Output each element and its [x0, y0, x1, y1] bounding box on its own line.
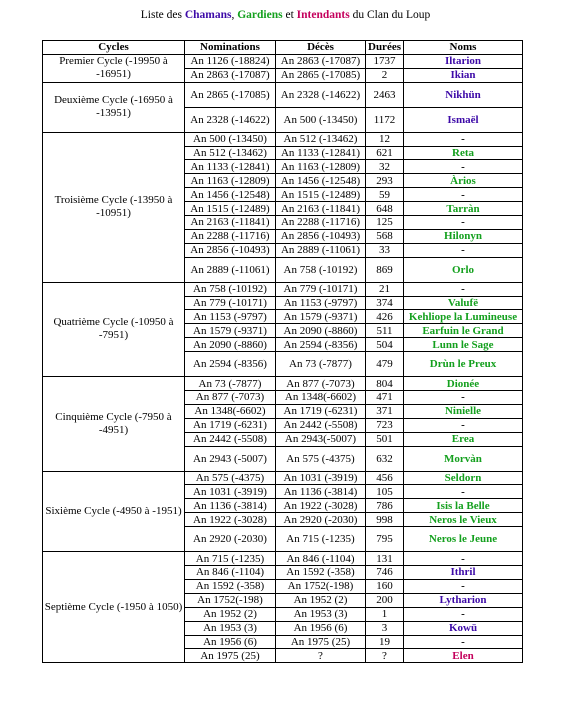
- nomination-cell: An 1136 (-3814): [185, 499, 276, 513]
- nomination-cell: An 758 (-10192): [185, 282, 276, 296]
- duree-cell: 504: [366, 338, 404, 352]
- name-cell: -: [404, 607, 523, 621]
- nomination-cell: An 1592 (-358): [185, 579, 276, 593]
- cycle-cell: Quatrième Cycle (-10950 à -7951): [43, 282, 185, 376]
- title-chamans: Chamans: [184, 9, 232, 21]
- deces-cell: An 2328 (-14622): [276, 82, 366, 107]
- title-sep1: ,: [231, 9, 238, 21]
- nomination-cell: An 1975 (25): [185, 649, 276, 663]
- deces-cell: An 846 (-1104): [276, 552, 366, 566]
- name-cell: Neros le Vieux: [404, 513, 523, 527]
- name-cell: -: [404, 160, 523, 174]
- deces-cell: An 1031 (-3919): [276, 471, 366, 485]
- name-cell: Valufë: [404, 296, 523, 310]
- name-cell: Tarràn: [404, 202, 523, 216]
- nomination-cell: An 1719 (-6231): [185, 418, 276, 432]
- duree-cell: ?: [366, 649, 404, 663]
- name-cell: Ikian: [404, 68, 523, 82]
- duree-cell: 105: [366, 485, 404, 499]
- deces-cell: An 877 (-7073): [276, 377, 366, 391]
- table-row: [43, 471, 523, 485]
- deces-cell: An 575 (-4375): [276, 446, 366, 471]
- name-cell: -: [404, 132, 523, 146]
- duree-cell: 293: [366, 174, 404, 188]
- name-cell: -: [404, 552, 523, 566]
- duree-cell: 19: [366, 635, 404, 649]
- nomination-cell: An 73 (-7877): [185, 377, 276, 391]
- duree-cell: 786: [366, 499, 404, 513]
- name-cell: Nikhün: [404, 82, 523, 107]
- deces-cell: An 1953 (3): [276, 607, 366, 621]
- duree-cell: 59: [366, 188, 404, 202]
- header-deces: Décès: [276, 41, 366, 55]
- nomination-cell: An 1126 (-18824): [185, 54, 276, 68]
- nomination-cell: An 2328 (-14622): [185, 107, 276, 132]
- deces-cell: An 1975 (25): [276, 635, 366, 649]
- deces-cell: An 715 (-1235): [276, 527, 366, 552]
- nomination-cell: An 779 (-10171): [185, 296, 276, 310]
- cycle-cell: Sixième Cycle (-4950 à -1951): [43, 471, 185, 552]
- deces-cell: An 2856 (-10493): [276, 229, 366, 243]
- nomination-cell: An 2856 (-10493): [185, 243, 276, 257]
- nomination-cell: An 2442 (-5508): [185, 432, 276, 446]
- nomination-cell: An 1952 (2): [185, 607, 276, 621]
- duree-cell: 746: [366, 566, 404, 580]
- deces-cell: An 1952 (2): [276, 593, 366, 607]
- deces-cell: An 2442 (-5508): [276, 418, 366, 432]
- nomination-cell: An 877 (-7073): [185, 391, 276, 405]
- deces-cell: An 1348(-6602): [276, 391, 366, 405]
- duree-cell: 125: [366, 216, 404, 230]
- duree-cell: 804: [366, 377, 404, 391]
- name-cell: Iltarion: [404, 54, 523, 68]
- duree-cell: 374: [366, 296, 404, 310]
- deces-cell: An 1752(-198): [276, 579, 366, 593]
- duree-cell: 2463: [366, 82, 404, 107]
- name-cell: Seldorn: [404, 471, 523, 485]
- nomination-cell: An 846 (-1104): [185, 566, 276, 580]
- duree-cell: 723: [366, 418, 404, 432]
- name-cell: Lunn le Sage: [404, 338, 523, 352]
- nomination-cell: An 500 (-13450): [185, 132, 276, 146]
- duree-cell: 648: [366, 202, 404, 216]
- deces-cell: An 500 (-13450): [276, 107, 366, 132]
- name-cell: Àrios: [404, 174, 523, 188]
- nomination-cell: An 2090 (-8860): [185, 338, 276, 352]
- name-cell: Ninielle: [404, 404, 523, 418]
- nomination-cell: An 1133 (-12841): [185, 160, 276, 174]
- name-cell: Lytharion: [404, 593, 523, 607]
- nomination-cell: An 575 (-4375): [185, 471, 276, 485]
- duree-cell: 371: [366, 404, 404, 418]
- deces-cell: An 1153 (-9797): [276, 296, 366, 310]
- duree-cell: 511: [366, 324, 404, 338]
- name-cell: Elen: [404, 649, 523, 663]
- table-row: [43, 282, 523, 296]
- duree-cell: 200: [366, 593, 404, 607]
- nomination-cell: An 2863 (-17087): [185, 68, 276, 82]
- deces-cell: An 2889 (-11061): [276, 243, 366, 257]
- nomination-cell: An 1031 (-3919): [185, 485, 276, 499]
- name-cell: -: [404, 391, 523, 405]
- cycle-cell: Septième Cycle (-1950 à 1050): [43, 552, 185, 663]
- title-intendants: Intendants: [296, 9, 350, 21]
- title-gardiens: Gardiens: [237, 9, 283, 21]
- deces-cell: An 1515 (-12489): [276, 188, 366, 202]
- nomination-cell: An 2288 (-11716): [185, 229, 276, 243]
- table-row: [43, 132, 523, 146]
- clan-table: [42, 40, 523, 663]
- duree-cell: 12: [366, 132, 404, 146]
- duree-cell: 998: [366, 513, 404, 527]
- name-cell: -: [404, 216, 523, 230]
- name-cell: -: [404, 418, 523, 432]
- duree-cell: 869: [366, 257, 404, 282]
- deces-cell: An 2288 (-11716): [276, 216, 366, 230]
- name-cell: Ismaël: [404, 107, 523, 132]
- duree-cell: 1: [366, 607, 404, 621]
- deces-cell: An 2090 (-8860): [276, 324, 366, 338]
- deces-cell: An 2863 (-17087): [276, 54, 366, 68]
- name-cell: -: [404, 635, 523, 649]
- duree-cell: 131: [366, 552, 404, 566]
- deces-cell: An 512 (-13462): [276, 132, 366, 146]
- table-row: [43, 377, 523, 391]
- name-cell: -: [404, 188, 523, 202]
- nomination-cell: An 1348(-6602): [185, 404, 276, 418]
- name-cell: Erea: [404, 432, 523, 446]
- deces-cell: An 2594 (-8356): [276, 338, 366, 352]
- nomination-cell: An 2594 (-8356): [185, 352, 276, 377]
- deces-cell: An 1956 (6): [276, 621, 366, 635]
- duree-cell: 632: [366, 446, 404, 471]
- header-nominations: Nominations: [185, 41, 276, 55]
- name-cell: -: [404, 282, 523, 296]
- nomination-cell: An 715 (-1235): [185, 552, 276, 566]
- duree-cell: 160: [366, 579, 404, 593]
- deces-cell: An 2920 (-2030): [276, 513, 366, 527]
- duree-cell: 1737: [366, 54, 404, 68]
- nomination-cell: An 1922 (-3028): [185, 513, 276, 527]
- cycle-cell: Cinquième Cycle (-7950 à -4951): [43, 377, 185, 471]
- nomination-cell: An 2163 (-11841): [185, 216, 276, 230]
- name-cell: Drùn le Preux: [404, 352, 523, 377]
- nomination-cell: An 1956 (6): [185, 635, 276, 649]
- nomination-cell: An 2865 (-17085): [185, 82, 276, 107]
- table-row: [43, 54, 523, 68]
- cycle-cell: Premier Cycle (-19950 à -16951): [43, 54, 185, 82]
- header-cycles: Cycles: [43, 41, 185, 55]
- name-cell: Kehliope la Lumineuse: [404, 310, 523, 324]
- name-cell: Neros le Jeune: [404, 527, 523, 552]
- deces-cell: An 1456 (-12548): [276, 174, 366, 188]
- deces-cell: An 1719 (-6231): [276, 404, 366, 418]
- duree-cell: 33: [366, 243, 404, 257]
- duree-cell: 568: [366, 229, 404, 243]
- nomination-cell: An 1153 (-9797): [185, 310, 276, 324]
- nomination-cell: An 2920 (-2030): [185, 527, 276, 552]
- nomination-cell: An 1515 (-12489): [185, 202, 276, 216]
- nomination-cell: An 1579 (-9371): [185, 324, 276, 338]
- title-sep2: et: [282, 9, 297, 21]
- duree-cell: 426: [366, 310, 404, 324]
- deces-cell: An 2943(-5007): [276, 432, 366, 446]
- name-cell: Earfuin le Grand: [404, 324, 523, 338]
- nomination-cell: An 1752(-198): [185, 593, 276, 607]
- deces-cell: An 1922 (-3028): [276, 499, 366, 513]
- name-cell: Ithril: [404, 566, 523, 580]
- duree-cell: 21: [366, 282, 404, 296]
- deces-cell: An 1163 (-12809): [276, 160, 366, 174]
- cycle-cell: Troisième Cycle (-13950 à -10951): [43, 132, 185, 282]
- deces-cell: An 1579 (-9371): [276, 310, 366, 324]
- title-prefix: Liste des: [140, 9, 185, 21]
- name-cell: Kowü: [404, 621, 523, 635]
- deces-cell: An 2163 (-11841): [276, 202, 366, 216]
- name-cell: -: [404, 243, 523, 257]
- duree-cell: 795: [366, 527, 404, 552]
- nomination-cell: An 1953 (3): [185, 621, 276, 635]
- nomination-cell: An 1456 (-12548): [185, 188, 276, 202]
- deces-cell: An 1136 (-3814): [276, 485, 366, 499]
- nomination-cell: An 1163 (-12809): [185, 174, 276, 188]
- page-title: [0, 9, 571, 21]
- header-row: [43, 41, 523, 55]
- table-body: [43, 54, 523, 662]
- duree-cell: 32: [366, 160, 404, 174]
- header-durees: Durées: [366, 41, 404, 55]
- name-cell: Reta: [404, 146, 523, 160]
- duree-cell: 471: [366, 391, 404, 405]
- name-cell: Orlo: [404, 257, 523, 282]
- duree-cell: 456: [366, 471, 404, 485]
- duree-cell: 3: [366, 621, 404, 635]
- table-row: [43, 552, 523, 566]
- cycle-cell: Deuxième Cycle (-16950 à -13951): [43, 82, 185, 132]
- nomination-cell: An 2943 (-5007): [185, 446, 276, 471]
- duree-cell: 2: [366, 68, 404, 82]
- deces-cell: An 1592 (-358): [276, 566, 366, 580]
- table-row: [43, 82, 523, 107]
- name-cell: Isis la Belle: [404, 499, 523, 513]
- deces-cell: ?: [276, 649, 366, 663]
- header-noms: Noms: [404, 41, 523, 55]
- deces-cell: An 1133 (-12841): [276, 146, 366, 160]
- deces-cell: An 758 (-10192): [276, 257, 366, 282]
- duree-cell: 501: [366, 432, 404, 446]
- name-cell: Hilonyn: [404, 229, 523, 243]
- name-cell: -: [404, 485, 523, 499]
- duree-cell: 1172: [366, 107, 404, 132]
- deces-cell: An 779 (-10171): [276, 282, 366, 296]
- name-cell: Morvàn: [404, 446, 523, 471]
- name-cell: -: [404, 579, 523, 593]
- duree-cell: 621: [366, 146, 404, 160]
- deces-cell: An 2865 (-17085): [276, 68, 366, 82]
- duree-cell: 479: [366, 352, 404, 377]
- nomination-cell: An 2889 (-11061): [185, 257, 276, 282]
- nomination-cell: An 512 (-13462): [185, 146, 276, 160]
- deces-cell: An 73 (-7877): [276, 352, 366, 377]
- name-cell: Dionée: [404, 377, 523, 391]
- title-suffix: du Clan du Loup: [349, 9, 431, 21]
